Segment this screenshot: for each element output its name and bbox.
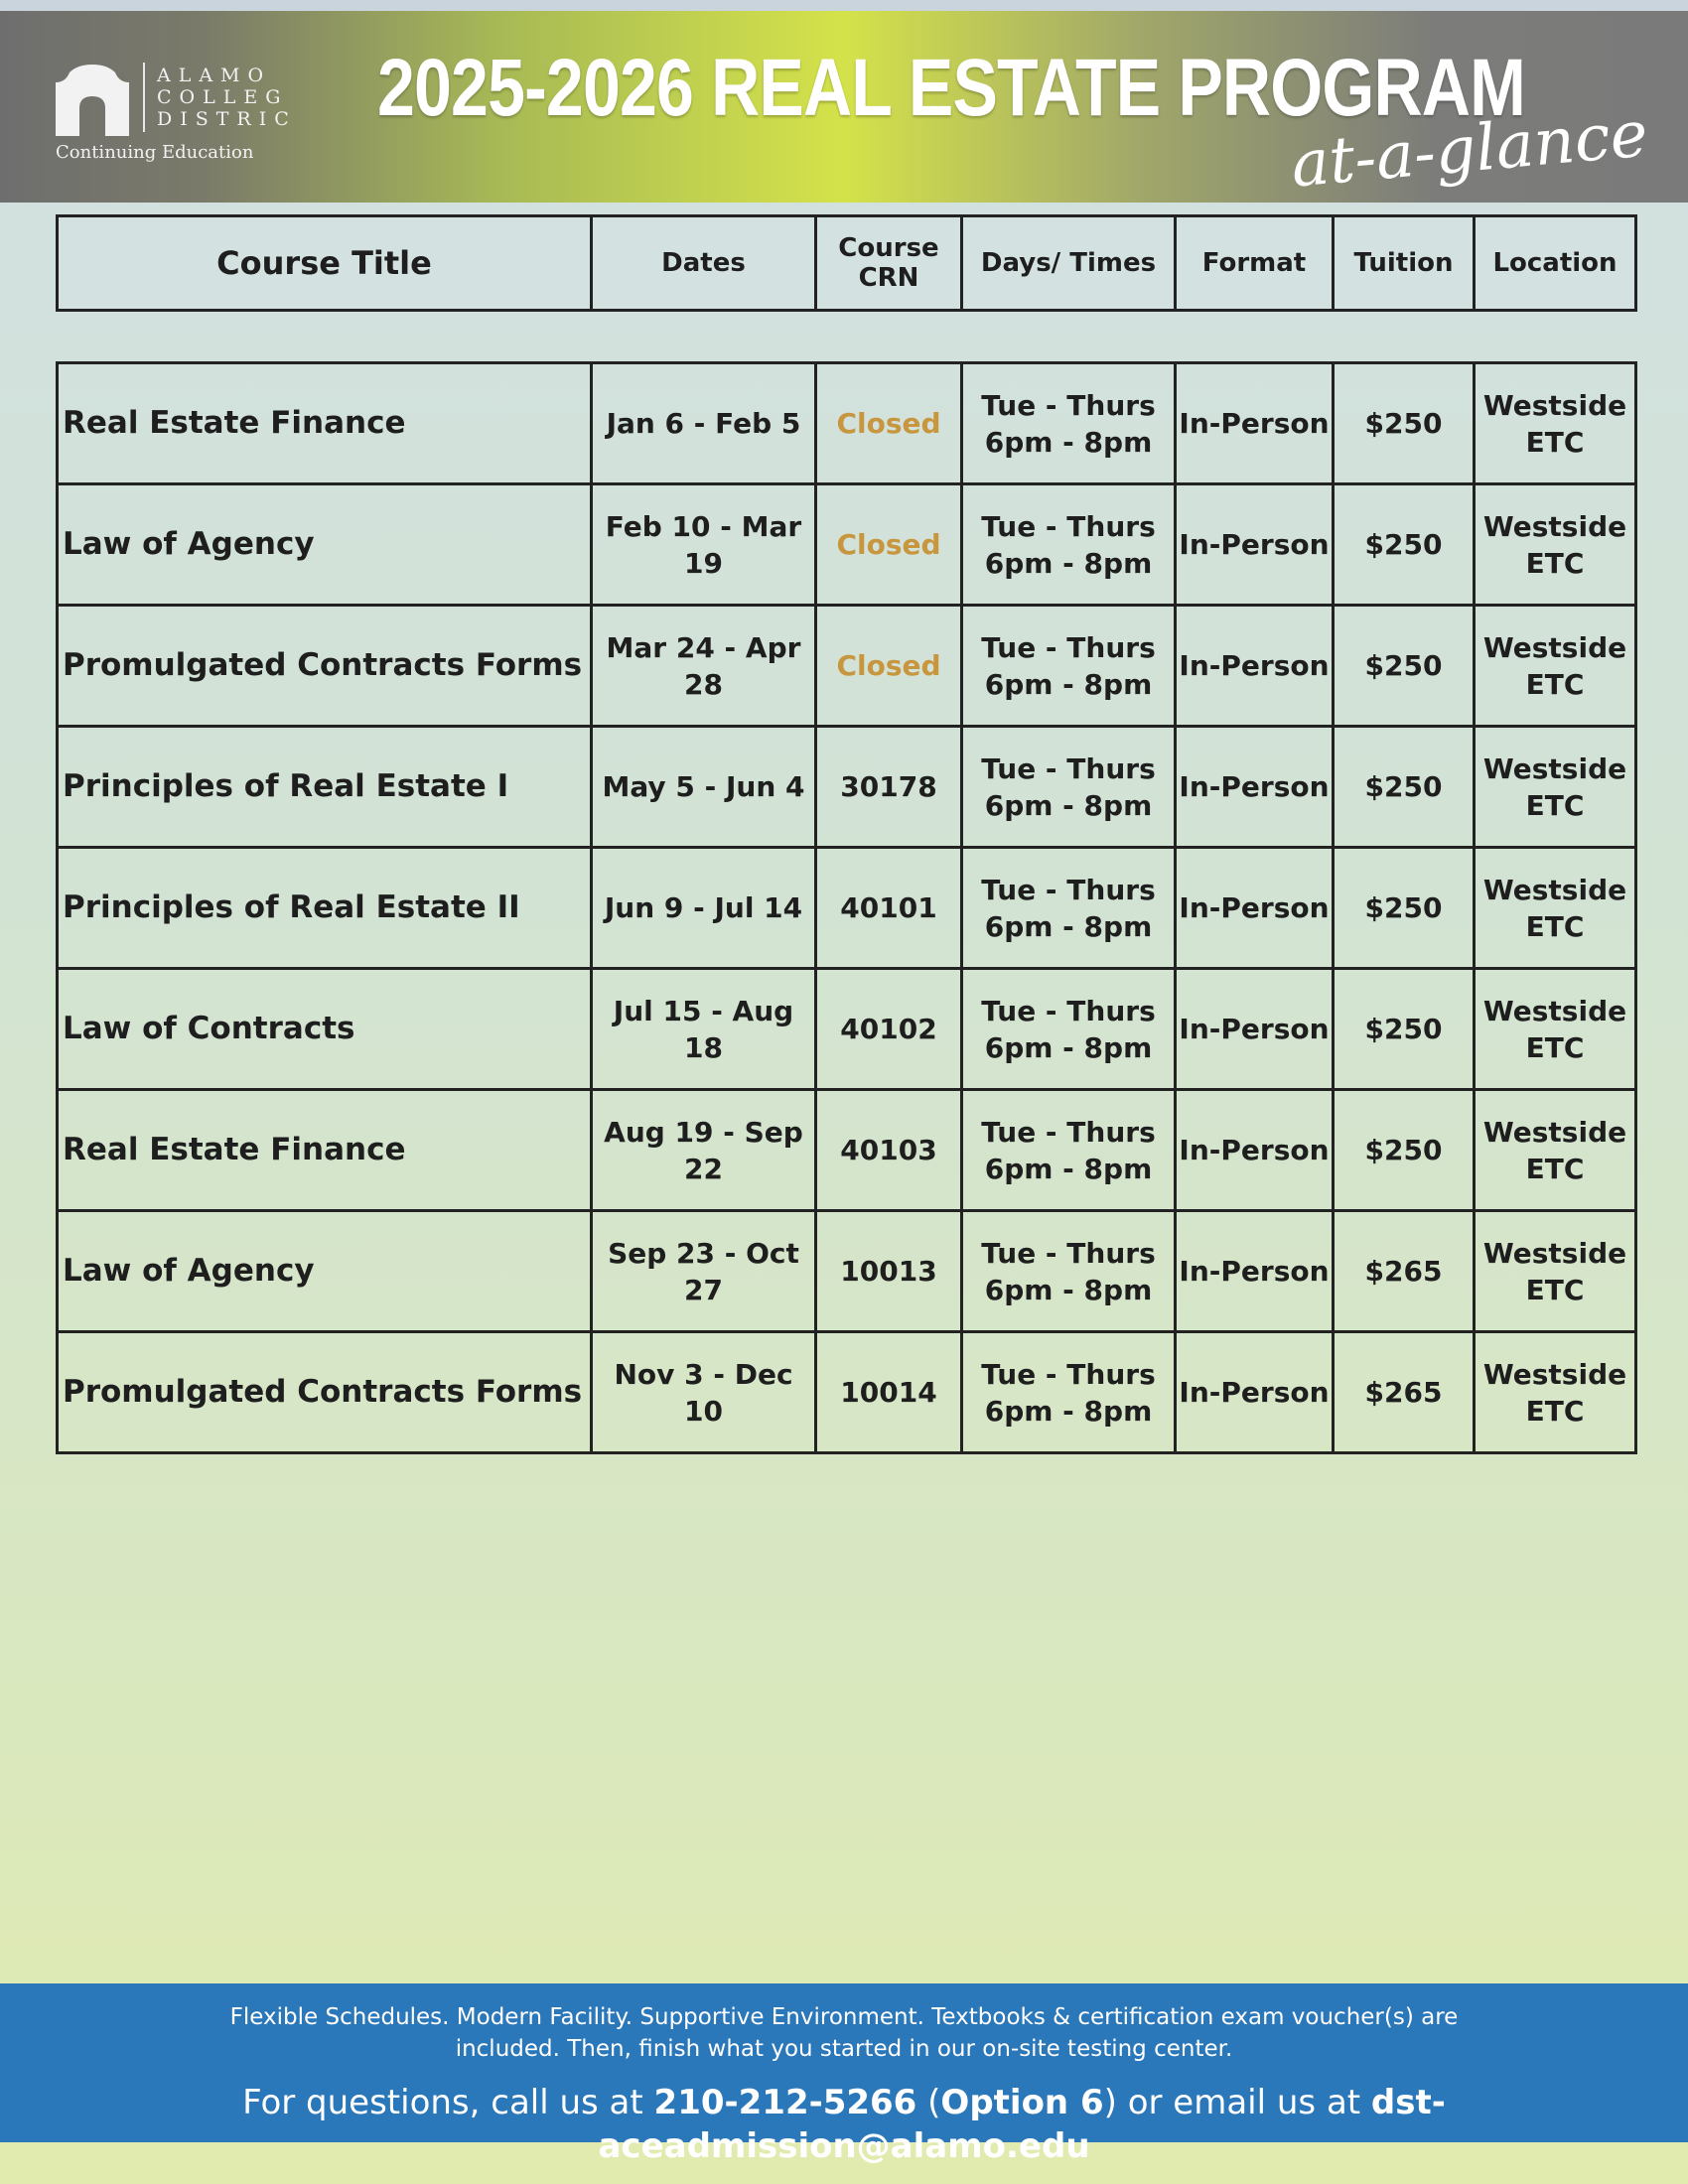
- table-row: [58, 727, 1636, 848]
- tuition-cell: $250: [1334, 363, 1475, 484]
- location-cell: Westside ETC: [1475, 727, 1636, 848]
- alamo-mission-icon: [56, 63, 129, 136]
- days-times-cell: Tue - Thurs 6pm - 8pm: [962, 969, 1176, 1090]
- header-location: Location: [1475, 216, 1636, 311]
- header-dates: Dates: [592, 216, 816, 311]
- table-row: [58, 1090, 1636, 1211]
- location-cell: Westside ETC: [1475, 1211, 1636, 1332]
- course-title-cell: Law of Contracts: [58, 969, 592, 1090]
- crn-cell: 10013: [816, 1211, 962, 1332]
- tuition-cell: $250: [1334, 848, 1475, 969]
- crn-cell: 40102: [816, 969, 962, 1090]
- tuition-cell: $250: [1334, 727, 1475, 848]
- header-days-times: Days/ Times: [962, 216, 1176, 311]
- dates-cell: May 5 - Jun 4: [592, 727, 816, 848]
- contact-line: For questions, call us at 210-212-5266 (Option 6) or email us at dst-aceadmission@alamo.edu: [242, 2083, 1446, 2166]
- days-times-cell: Tue - Thurs 6pm - 8pm: [962, 1332, 1176, 1453]
- tuition-cell: $250: [1334, 484, 1475, 606]
- days-times-cell: Tue - Thurs 6pm - 8pm: [962, 727, 1176, 848]
- table-row: [58, 363, 1636, 484]
- crn-cell: 40101: [816, 848, 962, 969]
- dates-cell: Jul 15 - Aug 18: [592, 969, 816, 1090]
- course-title-cell: Real Estate Finance: [58, 1090, 592, 1211]
- header-crn: Course CRN: [816, 216, 962, 311]
- header-tuition: Tuition: [1334, 216, 1475, 311]
- format-cell: In-Person: [1176, 484, 1334, 606]
- tuition-cell: $250: [1334, 606, 1475, 727]
- location-cell: Westside ETC: [1475, 363, 1636, 484]
- days-times-cell: Tue - Thurs 6pm - 8pm: [962, 606, 1176, 727]
- format-cell: In-Person: [1176, 848, 1334, 969]
- format-cell: In-Person: [1176, 1090, 1334, 1211]
- dates-cell: Feb 10 - Mar 19: [592, 484, 816, 606]
- table-row: [58, 848, 1636, 969]
- crn-cell: Closed: [816, 484, 962, 606]
- header-format: Format: [1176, 216, 1334, 311]
- logo-divider: [143, 63, 145, 132]
- course-title-cell: Law of Agency: [58, 484, 592, 606]
- footer-tagline: Flexible Schedules. Modern Facility. Supportive Environment. Textbooks & certification exam voucher(s) are included. Then, finish what you started in our on-site testing center.: [229, 2004, 1459, 2062]
- course-title-cell: Principles of Real Estate I: [58, 727, 592, 848]
- dates-cell: Jun 9 - Jul 14: [592, 848, 816, 969]
- days-times-cell: Tue - Thurs 6pm - 8pm: [962, 1211, 1176, 1332]
- dates-cell: Sep 23 - Oct 27: [592, 1211, 816, 1332]
- course-title-cell: Promulgated Contracts Forms: [58, 606, 592, 727]
- crn-cell: Closed: [816, 606, 962, 727]
- format-cell: In-Person: [1176, 606, 1334, 727]
- table-row: [58, 969, 1636, 1090]
- page-title: 2025-2026 REAL ESTATE PROGRAM: [377, 43, 1525, 133]
- location-cell: Westside ETC: [1475, 848, 1636, 969]
- email-link[interactable]: dst-aceadmission@alamo.edu: [598, 2083, 1446, 2166]
- format-cell: In-Person: [1176, 969, 1334, 1090]
- course-title-cell: Real Estate Finance: [58, 363, 592, 484]
- script-subtitle: at-a-glance: [1288, 97, 1651, 203]
- table-row: [58, 1332, 1636, 1453]
- footer-banner: [0, 1983, 1688, 2166]
- tuition-cell: $250: [1334, 1090, 1475, 1211]
- header-course-title: Course Title: [58, 216, 592, 311]
- format-cell: In-Person: [1176, 363, 1334, 484]
- tuition-cell: $265: [1334, 1211, 1475, 1332]
- table-row: [58, 1211, 1636, 1332]
- tuition-cell: $250: [1334, 969, 1475, 1090]
- top-strip: [0, 0, 1688, 11]
- logo-wordmark: ALAMO COLLEG DISTRIC: [157, 65, 297, 130]
- location-cell: Westside ETC: [1475, 606, 1636, 727]
- location-cell: Westside ETC: [1475, 1090, 1636, 1211]
- crn-cell: 40103: [816, 1090, 962, 1211]
- dates-cell: Aug 19 - Sep 22: [592, 1090, 816, 1211]
- days-times-cell: Tue - Thurs 6pm - 8pm: [962, 484, 1176, 606]
- course-title-cell: Law of Agency: [58, 1211, 592, 1332]
- days-times-cell: Tue - Thurs 6pm - 8pm: [962, 363, 1176, 484]
- course-title-cell: Promulgated Contracts Forms: [58, 1332, 592, 1453]
- phone-option: Option 6: [940, 2083, 1104, 2122]
- format-cell: In-Person: [1176, 1211, 1334, 1332]
- location-cell: Westside ETC: [1475, 1332, 1636, 1453]
- location-cell: Westside ETC: [1475, 969, 1636, 1090]
- tuition-cell: $265: [1334, 1332, 1475, 1453]
- location-cell: Westside ETC: [1475, 484, 1636, 606]
- days-times-cell: Tue - Thurs 6pm - 8pm: [962, 848, 1176, 969]
- format-cell: In-Person: [1176, 727, 1334, 848]
- college-logo: [56, 53, 314, 172]
- header-banner: [0, 11, 1688, 203]
- table-row: [58, 484, 1636, 606]
- crn-cell: 10014: [816, 1332, 962, 1453]
- dates-cell: Jan 6 - Feb 5: [592, 363, 816, 484]
- crn-cell: Closed: [816, 363, 962, 484]
- crn-cell: 30178: [816, 727, 962, 848]
- logo-subtitle: Continuing Education: [56, 142, 254, 163]
- days-times-cell: Tue - Thurs 6pm - 8pm: [962, 1090, 1176, 1211]
- table-row: [58, 606, 1636, 727]
- course-title-cell: Principles of Real Estate II: [58, 848, 592, 969]
- dates-cell: Mar 24 - Apr 28: [592, 606, 816, 727]
- dates-cell: Nov 3 - Dec 10: [592, 1332, 816, 1453]
- phone-number[interactable]: 210-212-5266: [653, 2083, 917, 2122]
- column-header-table: [56, 214, 1637, 312]
- course-schedule-table: [56, 361, 1637, 1454]
- format-cell: In-Person: [1176, 1332, 1334, 1453]
